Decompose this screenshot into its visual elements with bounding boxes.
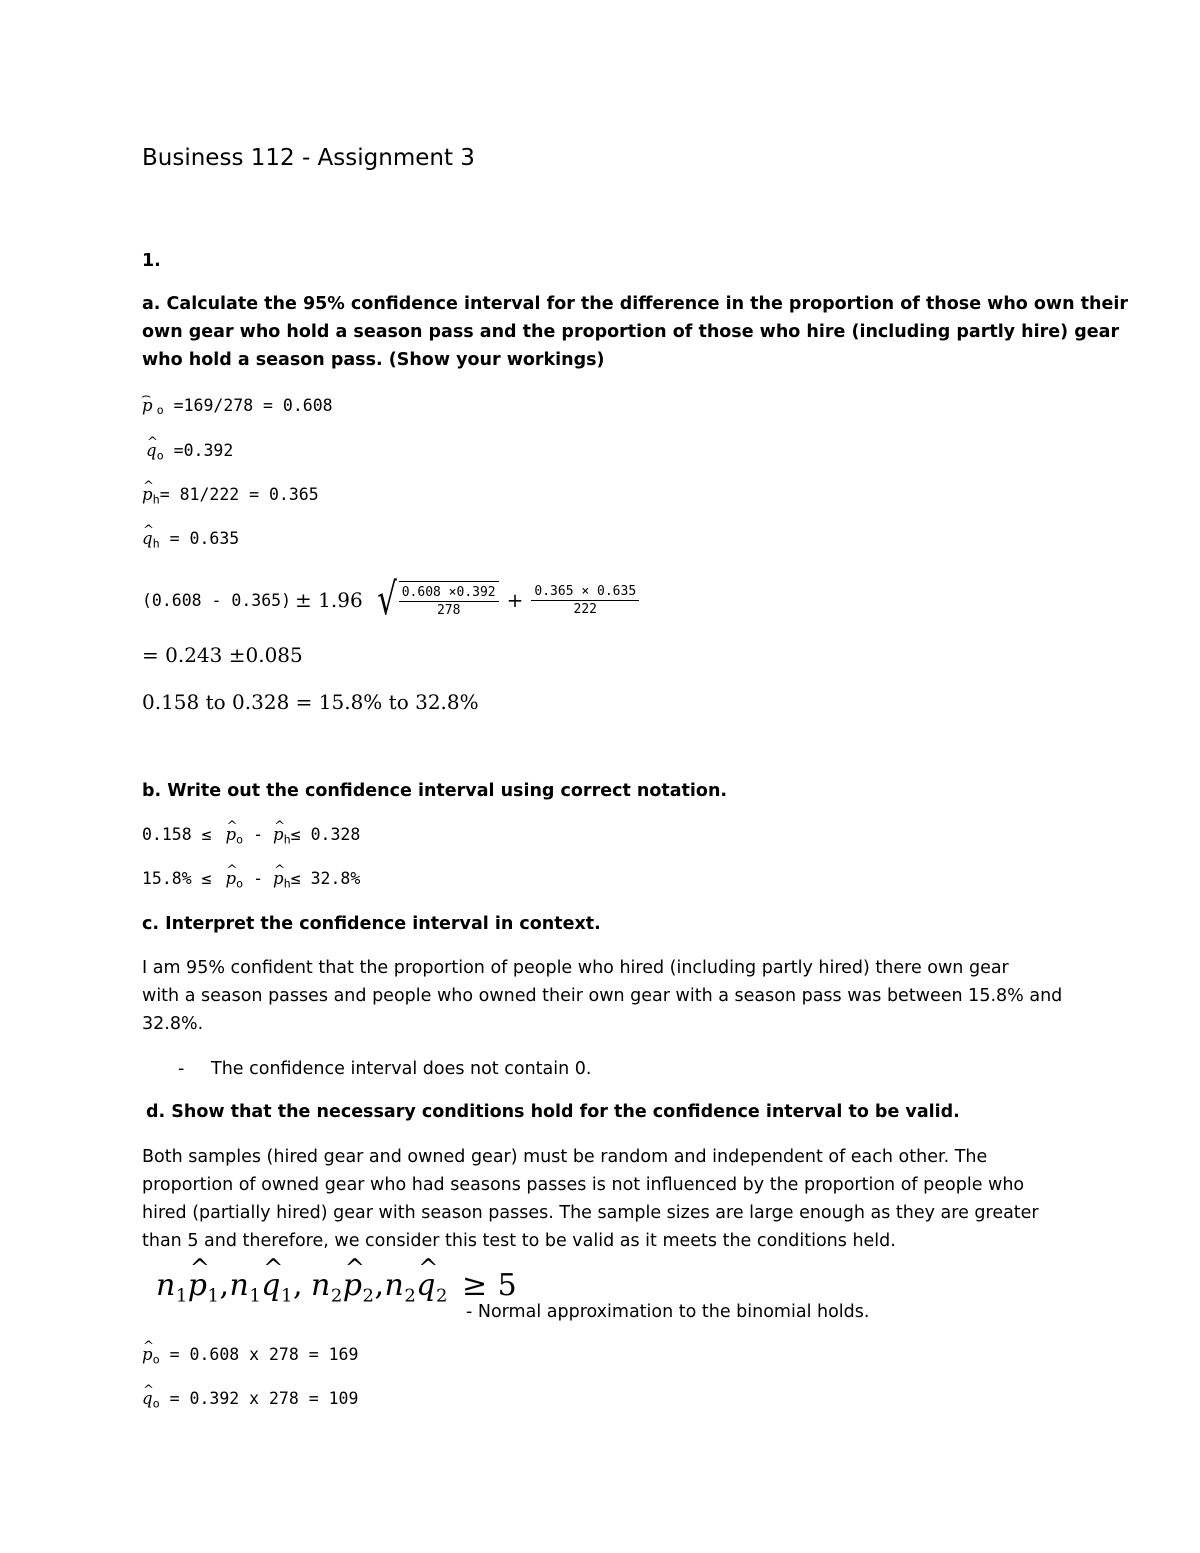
radical-icon: √ [376, 574, 397, 625]
p-hat-symbol: ⌢ p [142, 392, 153, 420]
confidence-interval-formula [142, 575, 639, 625]
conditions-line3: hired (partially hired) gear with season passes. The sample sizes are large enough as they are greater [142, 1203, 1039, 1223]
part-d-heading: d. Show that the necessary conditions hold for the confidence interval to be valid. [146, 1102, 960, 1122]
ci-plus-minus: ± 1.96 [295, 588, 363, 612]
page-title: Business 112 - Assignment 3 [142, 145, 475, 171]
bullet-text: The confidence interval does not contain 0. [211, 1059, 592, 1079]
conditions-line2: proportion of owned gear who had seasons passes is not influenced by the proportion of people who [142, 1175, 1025, 1195]
p-hat-hired-line: ^ $p_h= 81/222 = 0.365$ [142, 481, 319, 513]
q-hat-owned-value: =0.392 [173, 441, 234, 460]
normal-approximation-formula: $n_1\^{}$ $p_1,n_1\^{}$ $q_1$, $n_2\^{}$ $p_2,n_2\^{}$ $q_2 \ge 5$ [156, 1268, 521, 1306]
q-hat-symbol: ^ q [142, 525, 153, 553]
conditions-line1: Both samples (hired gear and owned gear) must be random and independent of each other. The [142, 1147, 988, 1167]
part-a-heading-line3: who hold a season pass. (Show your workings) [142, 350, 605, 370]
interpretation-line2: with a season passes and people who owned their own gear with a season pass was between 15.8% and [142, 986, 1063, 1006]
calc-q-owned: ^ $q_o = 0.392$ x 278 = 109 [142, 1385, 358, 1417]
q-hat-hired-line: ^ $q_h = 0.635$ [142, 525, 239, 557]
ci-result-margin: = 0.243 ±0.085 [142, 643, 303, 667]
ci-notation-decimal: 0.158 ≤ ^ $p_o$ - ^ $p_h\le 0.328$ [142, 821, 360, 853]
part-a-heading-line2: own gear who hold a season pass and the proportion of those who hire (including partly hire) gear [142, 322, 1120, 342]
q-hat-symbol: ^ q [146, 437, 157, 465]
part-b-heading: b. Write out the confidence interval using correct notation. [142, 781, 728, 801]
conditions-line4: than 5 and therefore, we consider this test to be valid as it meets the conditions held. [142, 1231, 896, 1251]
plus-sign: + [506, 588, 524, 612]
question-number: 1. [142, 251, 161, 271]
p-hat-hired-value: = 81/222 = 0.365 [159, 485, 319, 504]
square-root [369, 574, 639, 625]
q-hat-owned-line: ^ $q_o =0.392$ [146, 437, 233, 469]
fraction-owned: $\frac{0.608 \times 0.392}{278}$ [399, 584, 499, 619]
ci-notation-percent: 15.8% ≤ ^ $p_o$ - ^ $p_h\le 32.8\%$ [142, 865, 360, 897]
radicand [399, 581, 499, 619]
fraction-hired: $\frac{0.365 \times 0.635}{222}$ [531, 583, 639, 618]
normal-approximation-note: - Normal approximation to the binomial holds. [466, 1302, 870, 1322]
p-hat-owned-line: ⌢ p $_o$ =169/278 = 0.608 [142, 392, 333, 424]
interpretation-line3: 32.8%. [142, 1014, 204, 1034]
interpretation-line1: I am 95% confident that the proportion of people who hired (including partly hired) there own gear [142, 958, 1009, 978]
part-c-heading: c. Interpret the confidence interval in context. [142, 914, 601, 934]
calc-p-owned: ^ $p_o = 0.608$ x 278 = 169 [142, 1341, 358, 1373]
ci-result-range: 0.158 to 0.328 = 15.8% to 32.8% [142, 690, 479, 714]
part-a-heading-line1: a. Calculate the 95% confidence interval for the difference in the proportion of those who own their [142, 294, 1128, 314]
q-hat-hired-value: = 0.635 [169, 529, 240, 548]
condition-rhs: ≥ 5 [462, 1268, 518, 1303]
p-hat-symbol: ^ p [142, 481, 153, 509]
ci-difference: (0.608 - 0.365) [142, 590, 292, 610]
p-hat-owned-value: =169/278 = 0.608 [173, 396, 333, 415]
bullet-dash-icon: - [178, 1059, 185, 1079]
